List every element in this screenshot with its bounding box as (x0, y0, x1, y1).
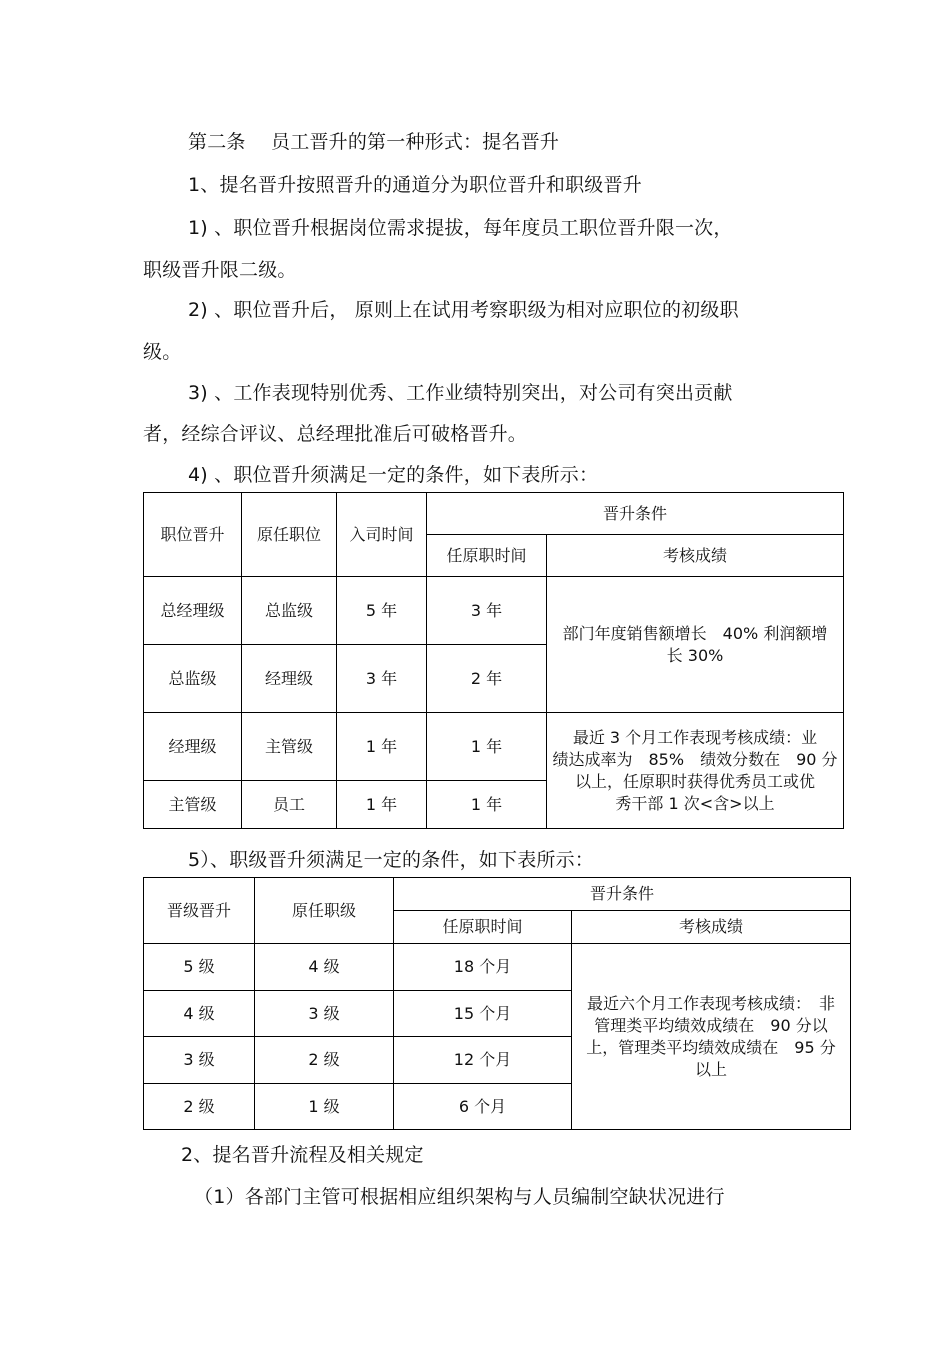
cell-time-in-role: 6 个月 (394, 1084, 572, 1130)
header-position: 职位晋升 (144, 493, 242, 577)
item-1: 1、提名晋升按照晋升的通道分为职位晋升和职级晋升 (188, 174, 642, 196)
clause-2-line-1: 2) 、职位晋升后， 原则上在试用考察职级为相对应职位的初级职 (188, 299, 739, 321)
table-row (144, 944, 851, 991)
cell-tenure: 5 年 (337, 577, 427, 645)
cell-time-in-role: 3 年 (427, 577, 547, 645)
cell-original: 主管级 (242, 713, 337, 781)
cell-position: 总监级 (144, 645, 242, 713)
cell-time-in-role: 1 年 (427, 781, 547, 829)
header-conditions: 晋升条件 (427, 493, 844, 535)
assessment-line: 绩达成率为 85% 绩效分数在 90 分 (552, 749, 838, 769)
clause-2-line-2: 级。 (143, 341, 182, 363)
assessment-line: 秀干部 1 次<含>以上 (615, 793, 775, 813)
cell-level: 3 级 (144, 1037, 255, 1084)
cell-position: 经理级 (144, 713, 242, 781)
table-row (144, 577, 844, 645)
header-assessment: 考核成绩 (547, 535, 844, 577)
header-original-level: 原任职级 (255, 878, 394, 944)
level-promotion-table (143, 877, 851, 1130)
cell-level: 2 级 (144, 1084, 255, 1130)
cell-time-in-role: 12 个月 (394, 1037, 572, 1084)
assessment-line: 最近六个月工作表现考核成绩： 非 (587, 993, 836, 1013)
clause-3-line-2: 者，经综合评议、总经理批准后可破格晋升。 (143, 423, 528, 445)
cell-original: 总监级 (242, 577, 337, 645)
clause-3-line-1: 3) 、工作表现特别优秀、工作业绩特别突出，对公司有突出贡献 (188, 382, 733, 404)
cell-time-in-role: 2 年 (427, 645, 547, 713)
section-heading: 第二条 员工晋升的第一种形式：提名晋升 (188, 131, 560, 153)
assessment-line: 以上，任原职时获得优秀员工或优 (575, 771, 816, 791)
cell-original: 4 级 (255, 944, 394, 991)
item-2: 2、提名晋升流程及相关规定 (181, 1144, 424, 1166)
clause-1-line-2: 职级晋升限二级。 (143, 259, 297, 281)
assessment-line: 管理类平均绩效成绩在 90 分以 (594, 1015, 828, 1035)
cell-tenure: 1 年 (337, 781, 427, 829)
cell-tenure: 1 年 (337, 713, 427, 781)
cell-original: 2 级 (255, 1037, 394, 1084)
header-conditions: 晋升条件 (394, 878, 851, 911)
cell-level: 5 级 (144, 944, 255, 991)
cell-original: 员工 (242, 781, 337, 829)
assessment-line: 最近 3 个月工作表现考核成绩：业 (572, 727, 818, 747)
cell-time-in-role: 15 个月 (394, 991, 572, 1037)
clause-5: 5）、职级晋升须满足一定的条件，如下表所示： (188, 849, 594, 871)
assessment-line: 以上 (695, 1059, 728, 1079)
table-row (144, 713, 844, 781)
assessment-criteria-senior (547, 577, 844, 713)
position-promotion-table (143, 492, 844, 829)
clause-4: 4) 、职位晋升须满足一定的条件，如下表所示： (188, 464, 599, 486)
assessment-line: 长 30% (666, 645, 724, 665)
cell-position: 主管级 (144, 781, 242, 829)
header-tenure: 入司时间 (337, 493, 427, 577)
cell-position: 总经理级 (144, 577, 242, 645)
assessment-criteria-junior (547, 713, 844, 829)
header-time-in-role: 任原职时间 (427, 535, 547, 577)
header-time-in-role: 任原职时间 (394, 911, 572, 944)
header-original-position: 原任职位 (242, 493, 337, 577)
header-assessment: 考核成绩 (572, 911, 851, 944)
assessment-criteria-levels (572, 944, 851, 1130)
assessment-line: 上，管理类平均绩效成绩在 95 分 (586, 1037, 836, 1057)
assessment-line: 部门年度销售额增长 40% 利润额增 (562, 623, 828, 643)
cell-tenure: 3 年 (337, 645, 427, 713)
cell-original: 3 级 (255, 991, 394, 1037)
cell-time-in-role: 18 个月 (394, 944, 572, 991)
cell-original: 1 级 (255, 1084, 394, 1130)
cell-original: 经理级 (242, 645, 337, 713)
cell-level: 4 级 (144, 991, 255, 1037)
item-2-1: （1）各部门主管可根据相应组织架构与人员编制空缺状况进行 (194, 1186, 725, 1208)
clause-1-line-1: 1) 、职位晋升根据岗位需求提拔，每年度员工职位晋升限一次， (188, 217, 733, 239)
header-level: 晋级晋升 (144, 878, 255, 944)
cell-time-in-role: 1 年 (427, 713, 547, 781)
